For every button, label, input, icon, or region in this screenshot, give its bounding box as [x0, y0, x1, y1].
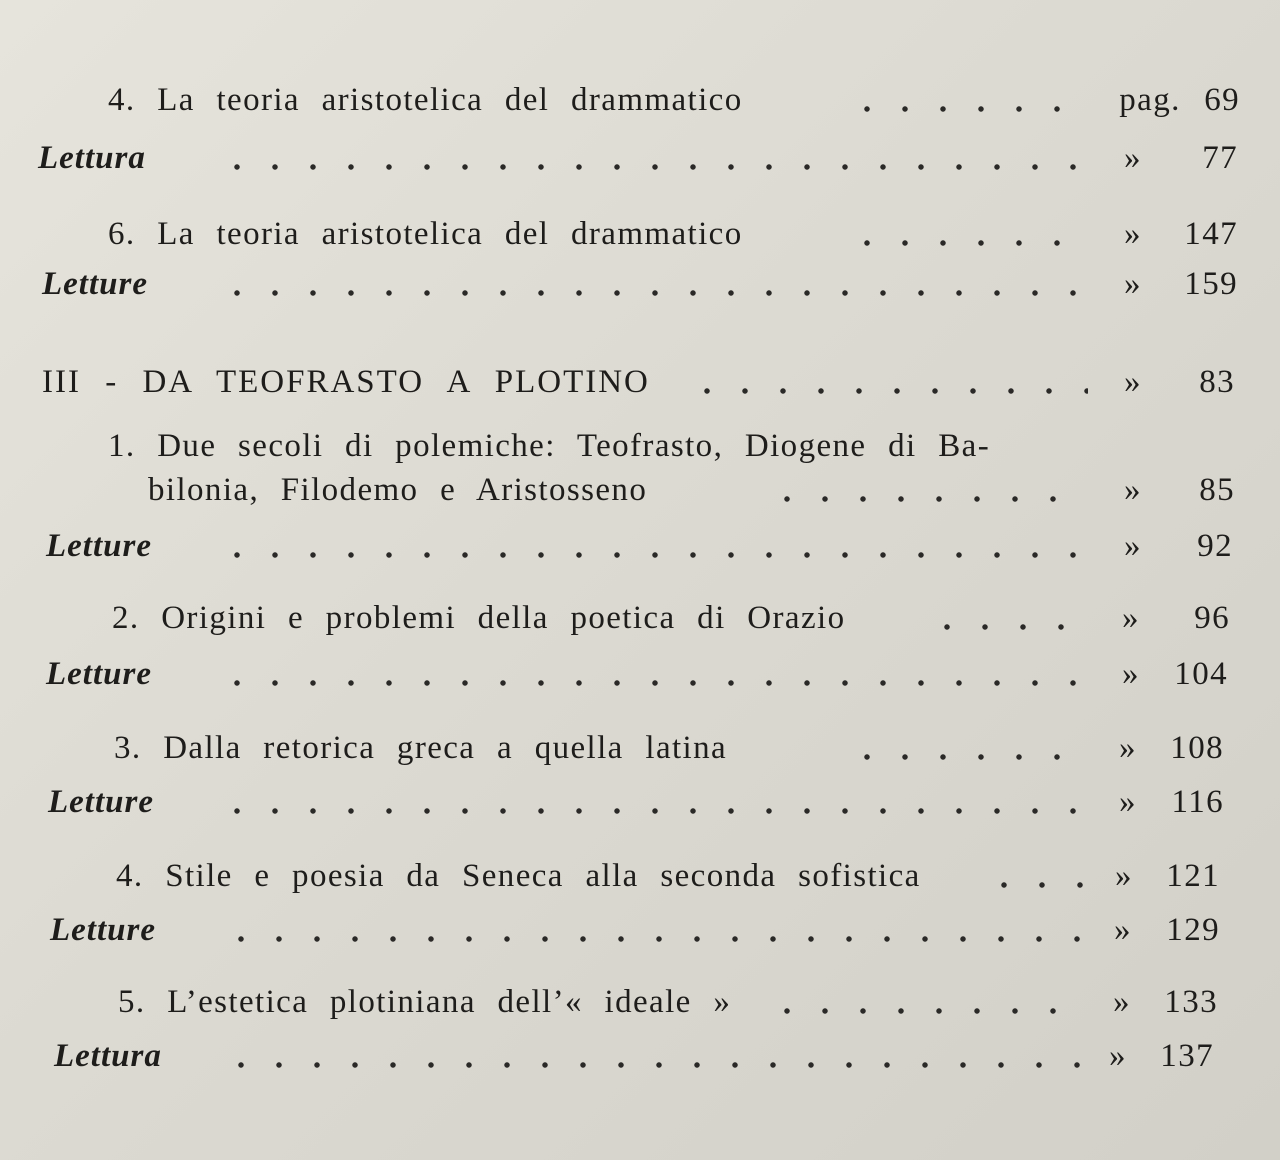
toc-entry [0, 266, 1280, 322]
toc-entry [0, 730, 1280, 786]
toc-entry-title: Letture [42, 266, 148, 302]
page-number: 77 [1202, 140, 1238, 176]
toc-entry [0, 82, 1280, 138]
pag-label: pag. [1119, 82, 1181, 118]
page-number: 137 [1160, 1038, 1214, 1074]
page-number: 116 [1171, 784, 1224, 820]
ditto-mark: » [1115, 858, 1133, 894]
dot-leader [218, 680, 1088, 686]
ditto-mark: » [1124, 364, 1142, 400]
toc-entry-title: 3. Dalla retorica greca a quella latina [114, 730, 728, 766]
ditto-mark: » [1119, 730, 1137, 766]
dot-leader [848, 106, 1088, 112]
ditto-mark: » [1114, 912, 1132, 948]
dot-leader [928, 624, 1088, 630]
dot-leader [218, 552, 1088, 558]
toc-entry [0, 656, 1280, 712]
page-number: 96 [1194, 600, 1230, 636]
page-number: 147 [1184, 216, 1238, 252]
ditto-mark: » [1109, 1038, 1127, 1074]
toc-entry-title-continued: bilonia, Filodemo e Aristosseno [148, 472, 648, 508]
toc-entry-title: Lettura [54, 1038, 162, 1074]
toc-entry-title: Letture [46, 656, 152, 692]
page-number: 133 [1164, 984, 1218, 1020]
toc-entry [0, 216, 1280, 272]
page-number: 108 [1170, 730, 1224, 766]
ditto-mark: » [1124, 528, 1142, 564]
toc-entry [0, 858, 1280, 914]
toc-entry-title: 1. Due secoli di polemiche: Teofrasto, Diogene di Ba- [108, 428, 991, 464]
page-number: 92 [1197, 528, 1233, 564]
page-number: 85 [1199, 472, 1235, 508]
toc-entry [0, 600, 1280, 656]
ditto-mark: » [1122, 656, 1140, 692]
toc-entry-title: 2. Origini e problemi della poetica di Orazio [112, 600, 846, 636]
dot-leader [848, 754, 1088, 760]
page-number: 129 [1166, 912, 1220, 948]
toc-entry [0, 784, 1280, 840]
toc-entry-title: 6. La teoria aristotelica del drammatico [108, 216, 743, 252]
toc-entry-title: 5. L’estetica plotiniana dell’« ideale » [118, 984, 732, 1020]
dot-leader [218, 290, 1088, 296]
dot-leader [768, 1008, 1086, 1014]
dot-leader [218, 164, 1088, 170]
ditto-mark: » [1124, 472, 1142, 508]
ditto-mark: » [1113, 984, 1131, 1020]
ditto-mark: » [1124, 266, 1142, 302]
dot-leader [688, 388, 1088, 394]
page-number: 159 [1184, 266, 1238, 302]
ditto-mark: » [1124, 140, 1142, 176]
toc-section-heading [0, 364, 1280, 420]
ditto-mark: » [1119, 784, 1137, 820]
ditto-mark: » [1122, 600, 1140, 636]
dot-leader [768, 496, 1088, 502]
dot-leader [218, 808, 1088, 814]
toc-entry [0, 428, 1280, 528]
section-title: III - DA TEOFRASTO A PLOTINO [42, 364, 650, 400]
toc-entry-title: 4. Stile e poesia da Seneca alla seconda sofistica [116, 858, 921, 894]
toc-entry [0, 140, 1280, 196]
toc-entry-title: Letture [46, 528, 152, 564]
toc-entry-title: 4. La teoria aristotelica del drammatico [108, 82, 743, 118]
toc-entry [0, 528, 1280, 584]
page-number: 83 [1199, 364, 1235, 400]
page-number: 104 [1174, 656, 1228, 692]
page-number: 69 [1204, 82, 1240, 118]
toc-entry-title: Letture [50, 912, 156, 948]
toc-entry-title: Letture [48, 784, 154, 820]
ditto-mark: » [1124, 216, 1142, 252]
dot-leader [985, 882, 1085, 888]
dot-leader [222, 936, 1086, 942]
dot-leader [848, 240, 1088, 246]
toc-entry [0, 912, 1280, 968]
dot-leader [222, 1062, 1082, 1068]
page-number: 121 [1166, 858, 1220, 894]
toc-entry [0, 1038, 1280, 1094]
toc-entry-title: Lettura [38, 140, 146, 176]
toc-entry [0, 984, 1280, 1040]
